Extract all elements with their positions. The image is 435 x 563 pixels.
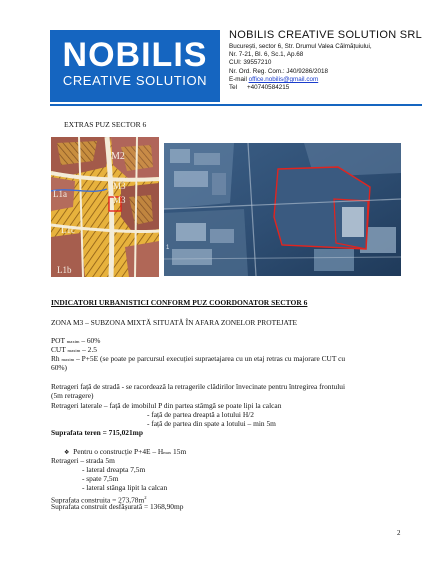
retrageri-strada-5m: Retrageri – strada 5m xyxy=(51,456,115,465)
zone-description: ZONA M3 – SUBZONA MIXTĂ SITUATĂ ÎN AFARA ZONELOR PROTEJATE xyxy=(51,318,298,327)
constructie-suffix: 15m xyxy=(171,447,187,456)
bullet-icon: ❖ xyxy=(64,450,70,456)
retragere-lateral-dreapta: - lateral dreapta 7,5m xyxy=(82,465,146,474)
constructie-prefix: Pentru o construcție P+4E – H xyxy=(73,447,164,456)
aerial-photo-map xyxy=(164,143,401,276)
email-link[interactable]: office.nobilis@gmail.com xyxy=(248,75,319,83)
retrageri-strada-cont: (5m retragere) xyxy=(51,391,94,400)
company-address-2: Nr. 7-21, Bl. 6, Sc.1, Ap.68 xyxy=(229,51,304,59)
tel-label: Tel xyxy=(229,84,238,92)
zone-label-l1a: L1a xyxy=(53,189,67,199)
company-registration: Nr. Ord. Reg. Com.: J40/9286/2018 xyxy=(229,67,329,75)
retrageri-strada: Retrageri față de stradă - se racordează la retragerile clădirilor învecinate pentru întregirea frontului xyxy=(51,382,346,391)
pot-value: – 60% xyxy=(79,336,101,345)
rh-continuation: 60%) xyxy=(51,363,68,372)
suprafata-construita-text: Suprafata construita = 273,78m xyxy=(51,495,145,505)
pot-sub: maxim xyxy=(66,339,80,344)
constructie-sub: max xyxy=(163,450,172,455)
logo-main-text: NOBILIS xyxy=(62,36,208,74)
suprafata-teren: Suprafata teren = 715,021mp xyxy=(51,428,143,437)
zone-label-l1c: L1c xyxy=(61,225,75,235)
puz-zoning-map xyxy=(51,137,159,277)
retragere-spate: - spate 7,5m xyxy=(82,474,119,483)
rh-row xyxy=(51,354,345,364)
company-info xyxy=(229,28,429,92)
retrageri-laterale: Retrageri laterale – față de imobilul P din partea stâmgă se poate lipi la calcan xyxy=(51,401,282,410)
parcel-label: 1 xyxy=(166,245,170,251)
company-name: NOBILIS CREATIVE SOLUTION SRL xyxy=(229,29,423,41)
suprafata-construita-sup: 2 xyxy=(144,495,147,500)
logo-sub-text: CREATIVE SOLUTION xyxy=(62,73,208,88)
company-email-row xyxy=(229,76,429,84)
rh-label: Rh xyxy=(51,354,60,363)
company-cui: CUI: 39557210 xyxy=(229,59,272,67)
zone-label-m2: M2 xyxy=(111,151,125,162)
company-tel-row xyxy=(229,84,429,92)
rh-value: – P+5E (se poate pe parcursul execuției supraetajarea cu un etaj retras cu majorare CUT cu xyxy=(74,354,346,363)
cut-sub: maxim xyxy=(67,348,81,353)
suprafata-desfasurata: Suprafata construit desfășurată = 1368,90mp xyxy=(51,502,184,511)
company-address-1: București, sector 6, Str. Drumul Valea Călmățuiului, xyxy=(229,43,372,50)
extras-title: EXTRAS PUZ SECTOR 6 xyxy=(64,120,147,129)
company-logo xyxy=(50,30,220,102)
zone-label-m3-b: M3 xyxy=(113,195,126,205)
zone-label-l1b: L1b xyxy=(57,265,72,275)
cut-value: – 2.5 xyxy=(80,345,97,354)
email-label: E-mail xyxy=(229,75,249,83)
section-title: INDICATORI URBANISTICI CONFORM PUZ COORDONATOR SECTOR 6 xyxy=(51,298,308,307)
cut-label: CUT xyxy=(51,345,66,354)
lateral-spate: - față de partea din spate a lotului – min 5m xyxy=(147,419,276,428)
tel-value: +40740584215 xyxy=(247,84,290,92)
pot-label: POT xyxy=(51,336,65,345)
header-divider xyxy=(50,104,422,106)
page-number: 2 xyxy=(397,529,401,537)
lateral-dreapta: - față de partea dreaptă a lotului H/2 xyxy=(147,410,254,419)
retragere-lateral-stanga: - lateral stânga lipit la calcan xyxy=(82,483,168,492)
zone-label-m3-a: M3 xyxy=(113,181,126,191)
rh-sub: maxim xyxy=(61,357,75,362)
